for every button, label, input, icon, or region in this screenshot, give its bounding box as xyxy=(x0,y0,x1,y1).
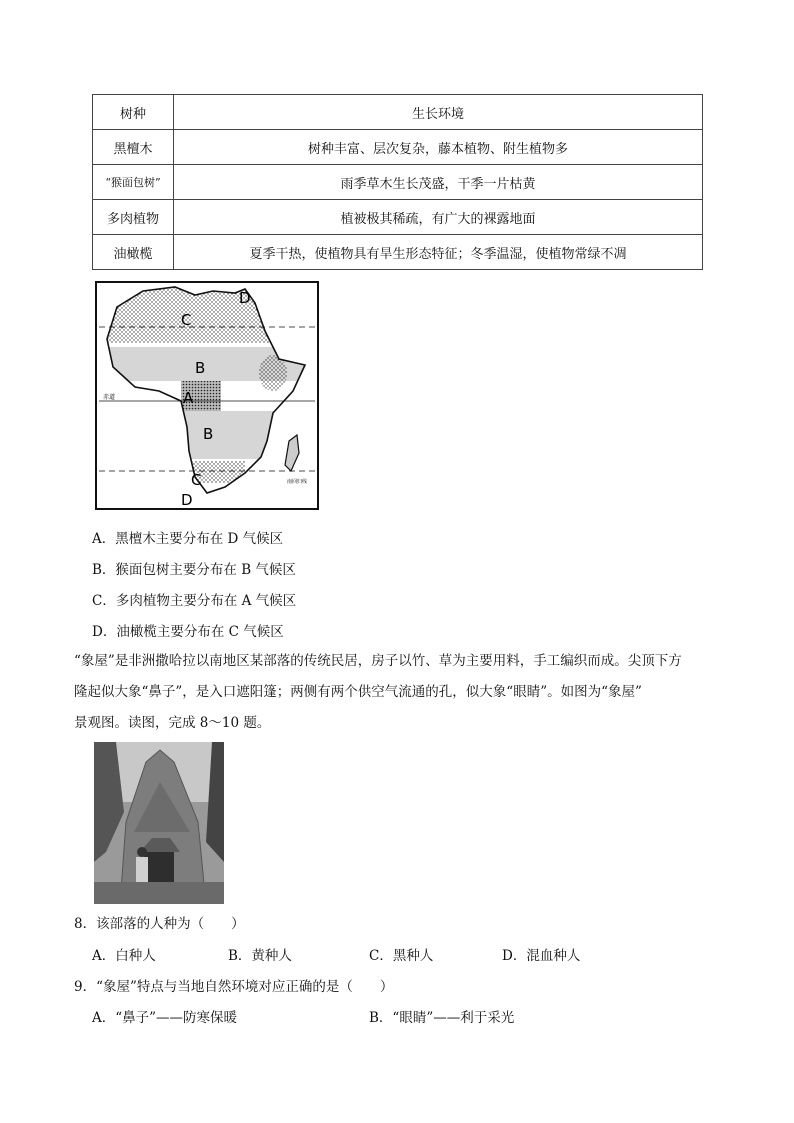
table-header-cell: 生长环境 xyxy=(174,95,703,130)
passage-line: 景观图。读图，完成 8～10 题。 xyxy=(74,715,271,731)
q7-option-d: D．油橄榄主要分布在 C 气候区 xyxy=(92,624,284,640)
table-header-cell: 树种 xyxy=(93,95,174,130)
q9-option-b: B．“眼睛”——利于采光 xyxy=(369,1010,515,1026)
table-row xyxy=(93,235,703,270)
q8-option-a: A．白种人 xyxy=(92,948,156,964)
table-row xyxy=(93,165,703,200)
q7-option-c: C．多肉植物主要分布在 A 气候区 xyxy=(92,593,297,609)
table-row xyxy=(93,200,703,235)
q8-option-c: C．黑种人 xyxy=(369,948,434,964)
africa-climate-map xyxy=(95,281,319,510)
passage-line: 隆起似大象“鼻子”，是入口遮阳篷；两侧有两个供空气流通的孔，似大象“眼睛”。如图为“象屋” xyxy=(74,684,642,700)
table-cell: 多肉植物 xyxy=(93,200,174,235)
q9-stem: 9．“象屋”特点与当地自然环境对应正确的是（ ） xyxy=(74,979,394,995)
q7-option-a: A．黑檀木主要分布在 D 气候区 xyxy=(92,531,284,547)
table-cell: 植被极其稀疏，有广大的裸露地面 xyxy=(174,200,703,235)
map-label-b-south: B xyxy=(203,425,214,443)
q8-stem: 8．该部落的人种为（ ） xyxy=(74,916,245,932)
table-row xyxy=(93,130,703,165)
q9-option-a: A．“鼻子”——防寒保暖 xyxy=(92,1010,238,1026)
table-header-row xyxy=(93,95,703,130)
map-label-b-north: B xyxy=(195,359,206,377)
passage-line: “象屋”是非洲撒哈拉以南地区某部落的传统民居，房子以竹、草为主要用料，手工编织而成。尖顶下方 xyxy=(74,653,682,669)
equator-label: 赤道 xyxy=(103,394,116,401)
tropic-label: 南回归线 xyxy=(287,479,308,485)
table-cell: “猴面包树” xyxy=(93,165,174,200)
table-cell: 树种丰富、层次复杂，藤本植物、附生植物多 xyxy=(174,130,703,165)
elephant-house-photo xyxy=(94,742,224,904)
q8-option-b: B．黄种人 xyxy=(228,948,292,964)
map-label-a: A xyxy=(183,389,194,407)
table-cell: 油橄榄 xyxy=(93,235,174,270)
table-cell: 黑檀木 xyxy=(93,130,174,165)
map-label-c-north: C xyxy=(181,311,192,329)
map-label-d-north: D xyxy=(239,289,251,307)
table-cell: 夏季干热，使植物具有旱生形态特征；冬季温湿，使植物常绿不凋 xyxy=(174,235,703,270)
map-label-c-south: C xyxy=(191,471,202,489)
q8-option-d: D．混血种人 xyxy=(502,948,581,964)
table-cell: 雨季草木生长茂盛，干季一片枯黄 xyxy=(174,165,703,200)
q7-option-b: B．猴面包树主要分布在 B 气候区 xyxy=(92,562,296,578)
climate-vegetation-table xyxy=(92,94,703,270)
map-label-d-south: D xyxy=(181,491,193,509)
passage xyxy=(74,646,724,739)
